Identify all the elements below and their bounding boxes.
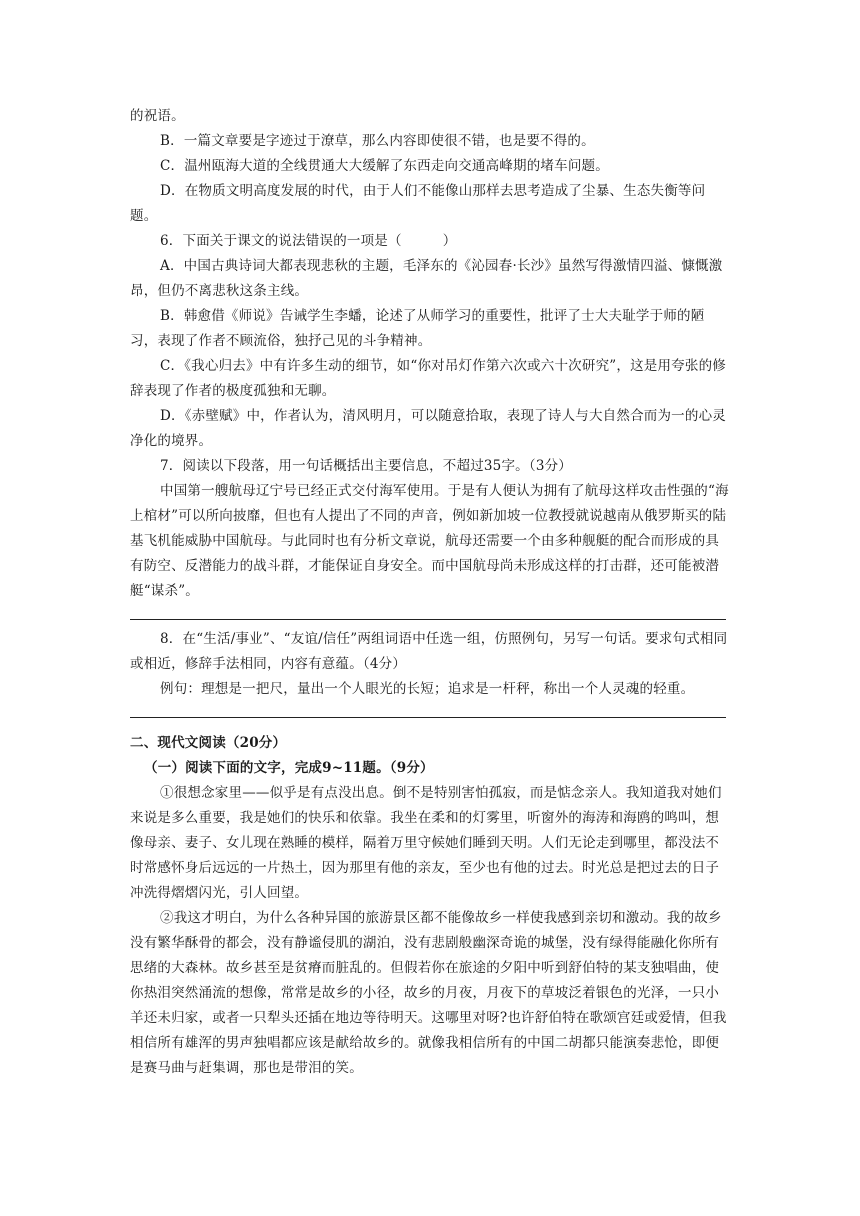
- question-8: 8．在“生活/事业”、“友谊/信任”两组词语中任选一组，仿照例句，另写一句话。要求句式相同或相近，修辞手法相同，内容有意蕴。（4分）: [130, 631, 728, 672]
- reading-paragraph-2: ②我这才明白，为什么各种异国的旅游景区都不能像故乡一样使我感到亲切和激动。我的故乡没有繁华酥骨的都会，没有静谧侵肌的湖泊，没有悲剧般幽深奇诡的城堡，没有绿得能融化你所有思绪的大森林。故乡甚至是贫瘠而脏乱的。但假若你在旅途的夕阳中听到舒伯特的某支独唱曲，使你热泪突然涌流的想像，常常是故乡的小径，故乡的月夜，月夜下的草坡泛着银色的光泽，一只小羊还未归家，或者一只犁头还插在地边等待明天。这哪里对呀?也许舒伯特在歌颂宫廷或爱情，但我相信所有雄浑的男声独唱都应该是献给故乡的。就像我相信所有的中国二胡都只能演奏悲怆，即便是赛马曲与赶集调，那也是带泪的笑。: [130, 910, 727, 1076]
- option-d-q6: D．《赤壁赋》中，作者认为，清风明月，可以随意拾取，表现了诗人与大自然合而为一的心灵净化的境界。: [130, 408, 726, 449]
- reading-paragraph-1: ①很想念家里——似乎是有点没出息。倒不是特别害怕孤寂，而是惦念亲人。我知道我对她们来说是多么重要，我是她们的快乐和依靠。我坐在柔和的灯雾里，听窗外的海涛和海鸥的鸣叫，想像母亲、妻子、女儿现在熟睡的模样，隔着万里守候她们睡到天明。人们无论走到哪里，都没法不时常感怀身后远远的一片热土，因为那里有他的亲友，至少也有他的过去。时光总是把过去的日子冲洗得熠熠闪光，引人回望。: [130, 785, 722, 901]
- option-c-q5: C．温州瓯海大道的全线贯通大大缓解了东西走向交通高峰期的堵车问题。: [160, 158, 609, 174]
- option-a-q6: A．中国古典诗词大都表现悲秋的主题，毛泽东的《沁园春·长沙》虽然写得激情四溢、慷慨激昂，但仍不离悲秋这条主线。: [130, 258, 723, 299]
- option-b-q6: B．韩愈借《师说》告诫学生李蟠，论述了从师学习的重要性，批评了士大夫耻学于师的陋习，表现了作者不顾流俗，独抒己见的斗争精神。: [130, 308, 705, 349]
- option-c-q6: C．《我心归去》中有许多生动的细节，如“你对吊灯作第六次或六十次研究”，这是用夸张的修辞表现了作者的极度孤独和无聊。: [130, 358, 726, 399]
- question-6: 6．下面关于课文的说法错误的一项是（ ）: [160, 233, 457, 249]
- text-line: 的祝语。: [130, 108, 185, 124]
- section-heading: 二、现代文阅读（20分）: [130, 735, 287, 751]
- question-7-passage: 中国第一艘航母辽宁号已经正式交付海军使用。于是有人便认为拥有了航母这样攻击性强的“海上棺材”可以所向披靡，但也有人提出了不同的声音，例如新加坡一位教授就说越南从俄罗斯买的陆基飞机能威胁中国航母。与此同时也有分析文章说，航母还需要一个由多种舰艇的配合而形成的具有防空、反潜能力的战斗群，才能保证自身安全。而中国航母尚未形成这样的打击群，还可能被潜艇“谋杀”。: [130, 483, 729, 599]
- exam-page: [130, 104, 730, 1081]
- example-sentence: 例句：理想是一把尺，量出一个人眼光的长短；追求是一杆秤，称出一个人灵魂的轻重。: [160, 681, 695, 697]
- option-d-q5: D．在物质文明高度发展的时代，由于人们不能像山那样去思考造成了尘暴、生态失衡等问题。: [130, 183, 706, 224]
- question-7: 7．阅读以下段落，用一句话概括出主要信息，不超过35字。（3分）: [160, 458, 573, 474]
- subsection-heading: （一）阅读下面的文字，完成9~11题。（9分）: [144, 760, 434, 776]
- option-b-q5: B．一篇文章要是字迹过于潦草，那么内容即使很不错，也是要不得的。: [160, 133, 595, 149]
